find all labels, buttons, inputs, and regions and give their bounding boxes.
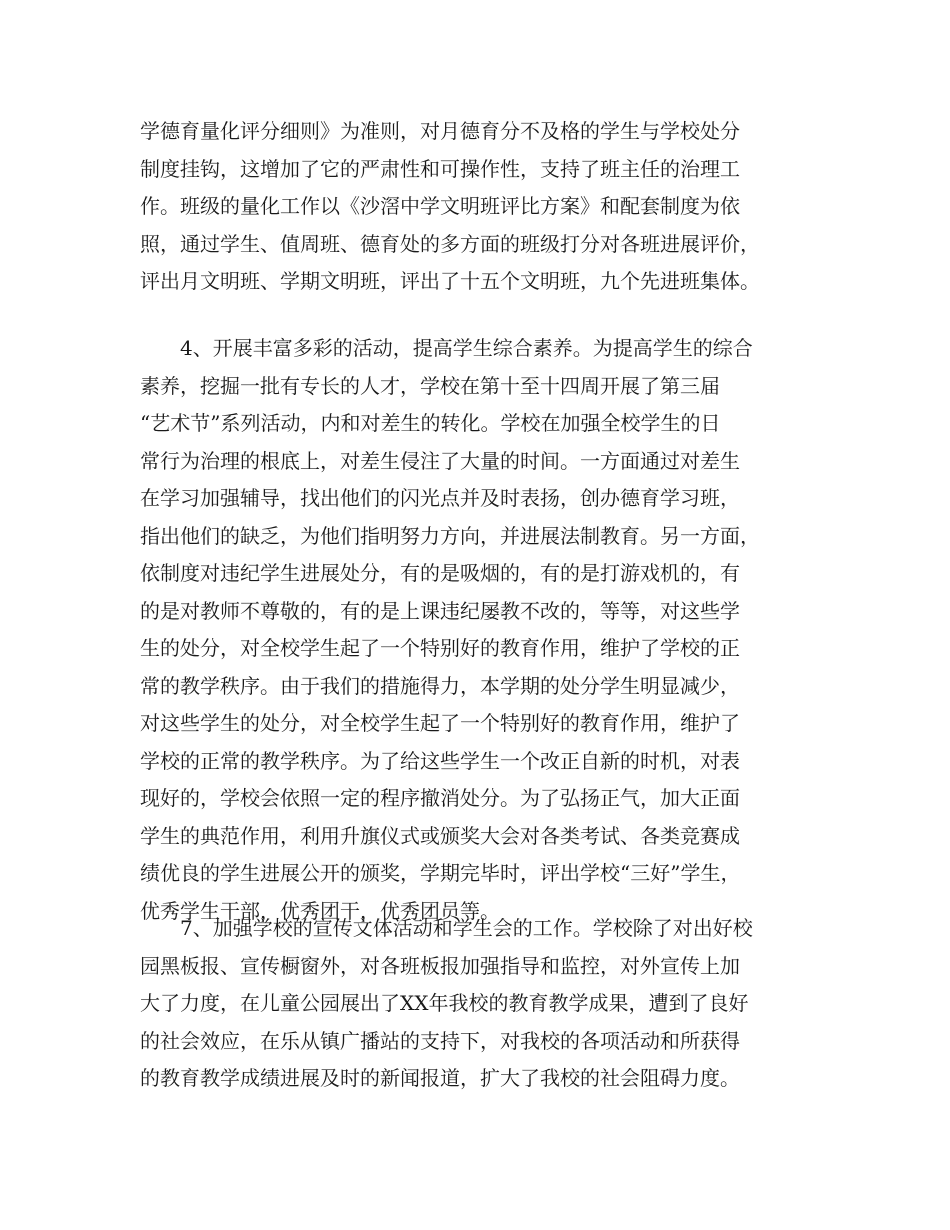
text-line: 作。班级的量化工作以《沙滘中学文明班评比方案》和配套制度为依 [140, 194, 740, 218]
text-line: 优秀学生干部，优秀团干，优秀团员等。 [140, 898, 500, 923]
text-line: 制度挂钩，这增加了它的严肃性和可操作性，支持了班主任的治理工 [140, 156, 740, 181]
text-line: 学校的正常的教学秩序。为了给这些学生一个改正自新的时机，对表 [140, 748, 740, 773]
text-line: 学生的典范作用，利用升旗仪式或颁奖大会对各类考试、各类竞赛成 [140, 823, 740, 848]
text-line: 评出月文明班、学期文明班，评出了十五个文明班，九个先进班集体。 [140, 269, 760, 293]
text-line: 常行为治理的根底上，对差生侵注了大量的时间。一方面通过对差生 [140, 448, 740, 473]
text-line: 学德育量化评分细则》为准则，对月德育分不及格的学生与学校处分 [140, 119, 740, 143]
text-line: 素养，挖掘一批有专长的人才，学校在第十至十四周开展了第三届 [140, 373, 720, 398]
text-line: “艺术节”系列活动，内和对差生的转化。学校在加强全校学生的日 [140, 411, 721, 435]
text-line: 的教育教学成绩进展及时的新闻报道，扩大了我校的社会阻碍力度。 [140, 1066, 740, 1090]
paragraph-item-4-activities [140, 330, 820, 930]
text-line: 在学习加强辅导，找出他们的闪光点并及时表扬，创办德育学习班， [140, 486, 740, 510]
text-line: 的社会效应，在乐从镇广播站的支持下，对我校的各项活动和所获得 [140, 1028, 740, 1053]
text-line: 7、加强学校的宣传文体活动和学生会的工作。学校除了对出好校 [140, 916, 753, 940]
text-line: 指出他们的缺乏，为他们指明努力方向，并进展法制教育。另一方面， [140, 523, 760, 548]
text-line: 4、开展丰富多彩的活动，提高学生综合素养。为提高学生的综合 [140, 336, 753, 360]
text-line: 常的教学秩序。由于我们的措施得力，本学期的处分学生明显减少， [140, 673, 740, 698]
paragraph-moral-education-rules [140, 113, 820, 301]
text-line: 大了力度，在儿童公园展出了XX年我校的教育教学成果，遭到了良好 [140, 991, 749, 1015]
text-line: 绩优良的学生进展公开的颁奖，学期完毕时，评出学校“三好”学生， [140, 861, 741, 885]
text-line: 园黑板报、宣传橱窗外，对各班板报加强指导和监控，对外宣传上加 [140, 953, 740, 978]
text-line: 依制度对违纪学生进展处分，有的是吸烟的，有的是打游戏机的，有 [140, 561, 740, 585]
text-line: 生的处分，对全校学生起了一个特别好的教育作用，维护了学校的正 [140, 636, 740, 660]
text-line: 现好的，学校会依照一定的程序撤消处分。为了弘扬正气，加大正面 [140, 786, 740, 810]
paragraph-item-7-publicity [140, 910, 820, 1098]
text-line: 照，通过学生、值周班、德育处的多方面的班级打分对各班进展评价， [140, 231, 760, 256]
text-line: 对这些学生的处分，对全校学生起了一个特别好的教育作用，维护了 [140, 711, 740, 735]
text-line: 的是对教师不尊敬的，有的是上课违纪屡教不改的，等等，对这些学 [140, 598, 740, 623]
